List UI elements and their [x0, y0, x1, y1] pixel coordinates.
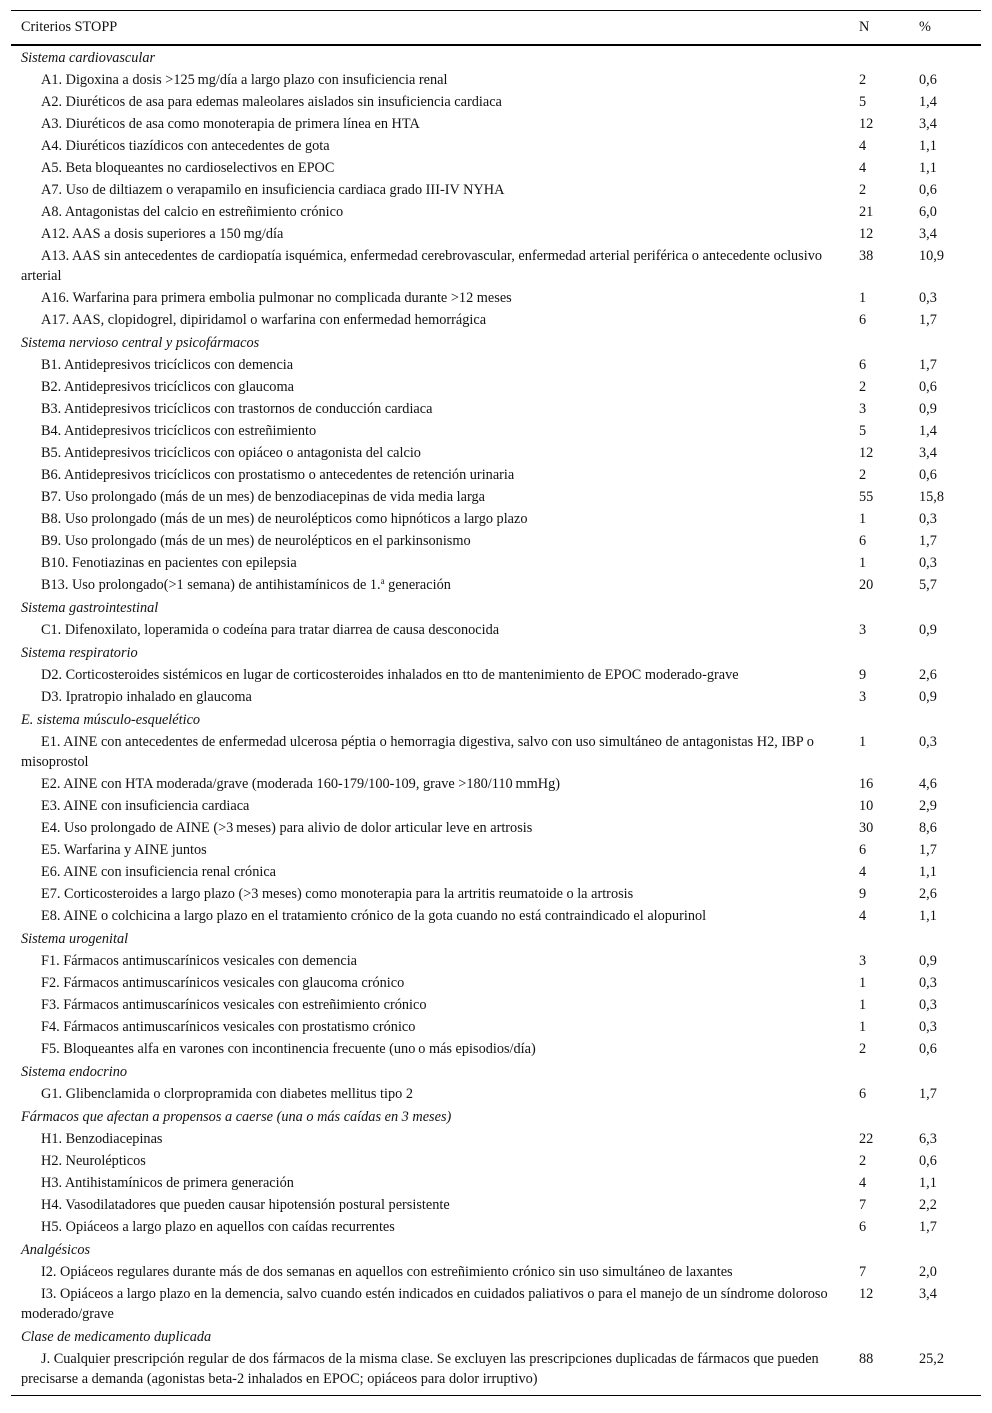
count-cell: 1 [859, 975, 867, 991]
section-title: Sistema nervioso central y psicofármacos [21, 335, 260, 351]
table-row [11, 619, 981, 641]
criterion-cell: F4. Fármacos antimuscarínicos vesicales con prostatismo crónico [41, 1019, 416, 1035]
criterion-cell: A3. Diuréticos de asa como monoterapia de primera línea en HTA [41, 116, 420, 132]
percent-cell: 1,1 [919, 864, 937, 880]
count-cell: 6 [859, 842, 867, 858]
table-row [11, 223, 981, 245]
count-cell: 12 [859, 1286, 874, 1302]
table-row [11, 1150, 981, 1172]
percent-cell: 1,7 [919, 312, 937, 328]
section-row [11, 1325, 981, 1348]
percent-cell: 0,3 [919, 290, 937, 306]
section-row [11, 1238, 981, 1261]
percent-cell: 10,9 [919, 248, 945, 264]
table-row [11, 309, 981, 331]
section-row [11, 927, 981, 950]
percent-cell: 0,6 [919, 72, 937, 88]
percent-cell: 1,4 [919, 423, 937, 439]
table-row [11, 574, 981, 596]
count-cell: 4 [859, 138, 867, 154]
header-pct: % [907, 11, 981, 46]
table-row [11, 1194, 981, 1216]
count-cell: 20 [859, 577, 874, 593]
count-cell: 1 [859, 290, 867, 306]
count-cell: 1 [859, 1019, 867, 1035]
percent-cell: 6,0 [919, 204, 937, 220]
criterion-cell: E2. AINE con HTA moderada/grave (moderada 160-179/100-109, grave >180/110 mmHg) [41, 776, 561, 792]
percent-cell: 2,0 [919, 1264, 937, 1280]
count-cell: 4 [859, 864, 867, 880]
count-cell: 4 [859, 160, 867, 176]
header-row [11, 11, 981, 46]
criterion-cell: E6. AINE con insuficiencia renal crónica [41, 864, 277, 880]
criterion-cell: C1. Difenoxilato, loperamida o codeína para tratar diarrea de causa desconocida [41, 622, 500, 638]
percent-cell: 0,6 [919, 1041, 937, 1057]
count-cell: 6 [859, 357, 867, 373]
count-cell: 1 [859, 511, 867, 527]
table-row [11, 69, 981, 91]
table-body [11, 45, 981, 1396]
table-row [11, 817, 981, 839]
criterion-text-continued: generación [384, 577, 451, 593]
count-cell: 38 [859, 248, 874, 264]
criterion-cell: I3. Opiáceos a largo plazo en la demencia, salvo cuando estén indicados en cuidados paliativos o para el manejo de un síndrome doloroso moderado/grave [21, 1286, 828, 1322]
percent-cell: 0,3 [919, 975, 937, 991]
criterion-cell: E7. Corticosteroides a largo plazo (>3 meses) como monoterapia para la artritis reumatoide o la artrosis [41, 886, 634, 902]
ordinal-superscript: a [380, 576, 385, 586]
criterion-cell: E5. Warfarina y AINE juntos [41, 842, 207, 858]
table-row [11, 972, 981, 994]
percent-cell: 0,3 [919, 997, 937, 1013]
count-cell: 3 [859, 689, 867, 705]
count-cell: 3 [859, 622, 867, 638]
count-cell: 1 [859, 734, 867, 750]
percent-cell: 3,4 [919, 445, 937, 461]
criterion-cell: B9. Uso prolongado (más de un mes) de neurolépticos en el parkinsonismo [41, 533, 471, 549]
percent-cell: 15,8 [919, 489, 945, 505]
criterion-cell: F5. Bloqueantes alfa en varones con incontinencia frecuente (uno o más episodios/día) [41, 1041, 536, 1057]
count-cell: 6 [859, 312, 867, 328]
criterion-cell: E3. AINE con insuficiencia cardiaca [41, 798, 250, 814]
percent-cell: 0,9 [919, 953, 937, 969]
count-cell: 9 [859, 667, 867, 683]
table-row [11, 1038, 981, 1060]
percent-cell: 1,7 [919, 1086, 937, 1102]
percent-cell: 1,7 [919, 533, 937, 549]
section-title: Clase de medicamento duplicada [21, 1329, 212, 1345]
criterion-cell: E1. AINE con antecedentes de enfermedad ulcerosa péptia o hemorragia digestiva, salvo con uso simultáneo de antagonistas H2, IBP o misoprostol [21, 734, 814, 770]
table-row [11, 287, 981, 309]
count-cell: 22 [859, 1131, 874, 1147]
table-row [11, 442, 981, 464]
percent-cell: 0,3 [919, 1019, 937, 1035]
criterion-cell: A1. Digoxina a dosis >125 mg/día a largo plazo con insuficiencia renal [41, 72, 448, 88]
header-criteria: Criterios STOPP [11, 11, 847, 46]
count-cell: 3 [859, 953, 867, 969]
percent-cell: 0,9 [919, 689, 937, 705]
table-row [11, 1261, 981, 1283]
count-cell: 2 [859, 467, 867, 483]
table-row [11, 795, 981, 817]
table-row [11, 135, 981, 157]
percent-cell: 25,2 [907, 1348, 981, 1396]
count-cell: 2 [859, 379, 867, 395]
table-row [11, 1216, 981, 1238]
percent-cell: 0,3 [919, 511, 937, 527]
criterion-cell: A7. Uso de diltiazem o verapamilo en insuficiencia cardiaca grado III-IV NYHA [41, 182, 505, 198]
percent-cell: 5,7 [919, 577, 937, 593]
criterion-cell: E4. Uso prolongado de AINE (>3 meses) para alivio de dolor articular leve en artrosis [41, 820, 533, 836]
table-row [11, 1283, 981, 1325]
count-cell: 30 [859, 820, 874, 836]
table-row [11, 1172, 981, 1194]
percent-cell: 6,3 [919, 1131, 937, 1147]
percent-cell: 0,9 [919, 401, 937, 417]
table-row [11, 686, 981, 708]
table-row [11, 157, 981, 179]
criterion-cell: A12. AAS a dosis superiores a 150 mg/día [41, 226, 284, 242]
section-row [11, 45, 981, 69]
criterion-cell: A16. Warfarina para primera embolia pulmonar no complicada durante >12 meses [41, 290, 512, 306]
count-cell: 10 [859, 798, 874, 814]
table-row [11, 1016, 981, 1038]
percent-cell: 2,6 [919, 886, 937, 902]
percent-cell: 0,6 [919, 182, 937, 198]
table-row [11, 905, 981, 927]
criterion-cell [11, 574, 847, 596]
section-row [11, 596, 981, 619]
section-title: Sistema gastrointestinal [21, 600, 159, 616]
percent-cell: 1,1 [919, 160, 937, 176]
percent-cell: 1,1 [919, 908, 937, 924]
table-header [11, 11, 981, 46]
criterion-cell: J. Cualquier prescripción regular de dos fármacos de la misma clase. Se excluyen las prescripciones duplicadas de fármacos que pueden precisarse a demanda (agonistas beta-2 inhalados en EPOC; opiáceos para dolor irruptivo) [11, 1348, 847, 1396]
criterion-cell: G1. Glibenclamida o clorpropramida con diabetes mellitus tipo 2 [41, 1086, 414, 1102]
table-row [11, 201, 981, 223]
section-row [11, 708, 981, 731]
section-title: E. sistema músculo-esquelético [21, 712, 201, 728]
percent-cell: 3,4 [919, 116, 937, 132]
section-title: Analgésicos [21, 1242, 91, 1258]
table-row [11, 530, 981, 552]
count-cell: 4 [859, 1175, 867, 1191]
count-cell: 6 [859, 533, 867, 549]
count-cell: 6 [859, 1086, 867, 1102]
criterion-cell: F1. Fármacos antimuscarínicos vesicales con demencia [41, 953, 358, 969]
percent-cell: 0,9 [919, 622, 937, 638]
criterion-cell: B6. Antidepresivos tricíclicos con prostatismo o antecedentes de retención urinaria [41, 467, 515, 483]
table-row [11, 773, 981, 795]
criterion-cell: B8. Uso prolongado (más de un mes) de neurolépticos como hipnóticos a largo plazo [41, 511, 528, 527]
count-cell: 16 [859, 776, 874, 792]
criterion-cell: A13. AAS sin antecedentes de cardiopatía isquémica, enfermedad cerebrovascular, enfermedad arterial periférica o antecedente oclusivo arterial [21, 248, 823, 284]
percent-cell: 1,7 [919, 357, 937, 373]
percent-cell: 3,4 [919, 1286, 937, 1302]
section-title: Sistema urogenital [21, 931, 129, 947]
criterion-cell: A4. Diuréticos tiazídicos con antecedentes de gota [41, 138, 330, 154]
criterion-cell: B5. Antidepresivos tricíclicos con opiáceo o antagonista del calcio [41, 445, 421, 461]
percent-cell: 8,6 [919, 820, 937, 836]
section-title: Sistema cardiovascular [21, 50, 156, 66]
table-row [11, 464, 981, 486]
percent-cell: 2,2 [919, 1197, 937, 1213]
table-row [11, 376, 981, 398]
percent-cell: 3,4 [919, 226, 937, 242]
count-cell: 1 [859, 997, 867, 1013]
criterion-cell: B7. Uso prolongado (más de un mes) de benzodiacepinas de vida media larga [41, 489, 485, 505]
criterion-cell: H3. Antihistamínicos de primera generación [41, 1175, 294, 1191]
percent-cell: 0,6 [919, 1153, 937, 1169]
criterion-cell: A17. AAS, clopidogrel, dipiridamol o warfarina con enfermedad hemorrágica [41, 312, 487, 328]
percent-cell: 0,3 [919, 734, 937, 750]
stopp-criteria-table [11, 10, 981, 1396]
table-row [11, 552, 981, 574]
count-cell: 55 [859, 489, 874, 505]
criterion-cell: H4. Vasodilatadores que pueden causar hipotensión postural persistente [41, 1197, 450, 1213]
count-cell: 5 [859, 94, 867, 110]
table-row [11, 1083, 981, 1105]
section-title: Fármacos que afectan a propensos a caerse (una o más caídas en 3 meses) [21, 1109, 452, 1125]
percent-cell: 1,1 [919, 1175, 937, 1191]
criterion-cell: B3. Antidepresivos tricíclicos con trastornos de conducción cardiaca [41, 401, 433, 417]
criterion-cell: B4. Antidepresivos tricíclicos con estreñimiento [41, 423, 317, 439]
criterion-cell: H5. Opiáceos a largo plazo en aquellos con caídas recurrentes [41, 1219, 395, 1235]
table-row [11, 179, 981, 201]
section-row [11, 1105, 981, 1128]
criterion-cell: A2. Diuréticos de asa para edemas maleolares aislados sin insuficiencia cardiaca [41, 94, 502, 110]
criterion-cell: D2. Corticosteroides sistémicos en lugar de corticosteroides inhalados en tto de mantenimiento de EPOC moderado-grave [41, 667, 739, 683]
count-cell: 3 [859, 401, 867, 417]
criterion-cell: B10. Fenotiazinas en pacientes con epilepsia [41, 555, 297, 571]
criterion-cell: B2. Antidepresivos tricíclicos con glaucoma [41, 379, 294, 395]
count-cell: 4 [859, 908, 867, 924]
section-title: Sistema endocrino [21, 1064, 128, 1080]
criterion-cell: B1. Antidepresivos tricíclicos con demencia [41, 357, 294, 373]
percent-cell: 4,6 [919, 776, 937, 792]
table-row [11, 91, 981, 113]
table-row [11, 994, 981, 1016]
percent-cell: 2,6 [919, 667, 937, 683]
count-cell: 88 [847, 1348, 907, 1396]
criterion-cell: A8. Antagonistas del calcio en estreñimiento crónico [41, 204, 344, 220]
percent-cell: 0,6 [919, 467, 937, 483]
count-cell: 12 [859, 445, 874, 461]
table-row [11, 354, 981, 376]
percent-cell: 2,9 [919, 798, 937, 814]
count-cell: 2 [859, 182, 867, 198]
table-row [11, 486, 981, 508]
table-row [11, 950, 981, 972]
section-row [11, 331, 981, 354]
percent-cell: 1,7 [919, 1219, 937, 1235]
table-row [11, 861, 981, 883]
table-row [11, 245, 981, 287]
section-title: Sistema respiratorio [21, 645, 138, 661]
table-row [11, 1348, 981, 1396]
section-row [11, 641, 981, 664]
criterion-cell: A5. Beta bloqueantes no cardioselectivos en EPOC [41, 160, 335, 176]
count-cell: 21 [859, 204, 874, 220]
table-row [11, 731, 981, 773]
percent-cell: 1,4 [919, 94, 937, 110]
criterion-cell: H2. Neurolépticos [41, 1153, 146, 1169]
section-row [11, 1060, 981, 1083]
count-cell: 1 [859, 555, 867, 571]
criterion-cell: D3. Ipratropio inhalado en glaucoma [41, 689, 252, 705]
table-row [11, 883, 981, 905]
table-row [11, 113, 981, 135]
percent-cell: 0,3 [919, 555, 937, 571]
table-row [11, 1128, 981, 1150]
table-row [11, 664, 981, 686]
table-row [11, 508, 981, 530]
stopp-table-container [11, 10, 981, 1396]
count-cell: 5 [859, 423, 867, 439]
criterion-cell: F2. Fármacos antimuscarínicos vesicales con glaucoma crónico [41, 975, 405, 991]
count-cell: 12 [859, 226, 874, 242]
count-cell: 2 [859, 1153, 867, 1169]
count-cell: 9 [859, 886, 867, 902]
count-cell: 7 [859, 1264, 867, 1280]
table-row [11, 839, 981, 861]
count-cell: 7 [859, 1197, 867, 1213]
count-cell: 2 [859, 1041, 867, 1057]
table-row [11, 420, 981, 442]
count-cell: 2 [859, 72, 867, 88]
criterion-cell: H1. Benzodiacepinas [41, 1131, 163, 1147]
percent-cell: 0,6 [919, 379, 937, 395]
percent-cell: 1,1 [919, 138, 937, 154]
criterion-cell: E8. AINE o colchicina a largo plazo en el tratamiento crónico de la gota cuando no está contraindicado el alopurinol [41, 908, 707, 924]
criterion-cell: F3. Fármacos antimuscarínicos vesicales con estreñimiento crónico [41, 997, 427, 1013]
percent-cell: 1,7 [919, 842, 937, 858]
count-cell: 6 [859, 1219, 867, 1235]
criterion-text: B13. Uso prolongado(>1 semana) de antihistamínicos de 1. [41, 577, 381, 593]
count-cell: 12 [859, 116, 874, 132]
criterion-cell: I2. Opiáceos regulares durante más de dos semanas en aquellos con estreñimiento crónico sin uso simultáneo de laxantes [41, 1264, 733, 1280]
table-row [11, 398, 981, 420]
header-n: N [847, 11, 907, 46]
